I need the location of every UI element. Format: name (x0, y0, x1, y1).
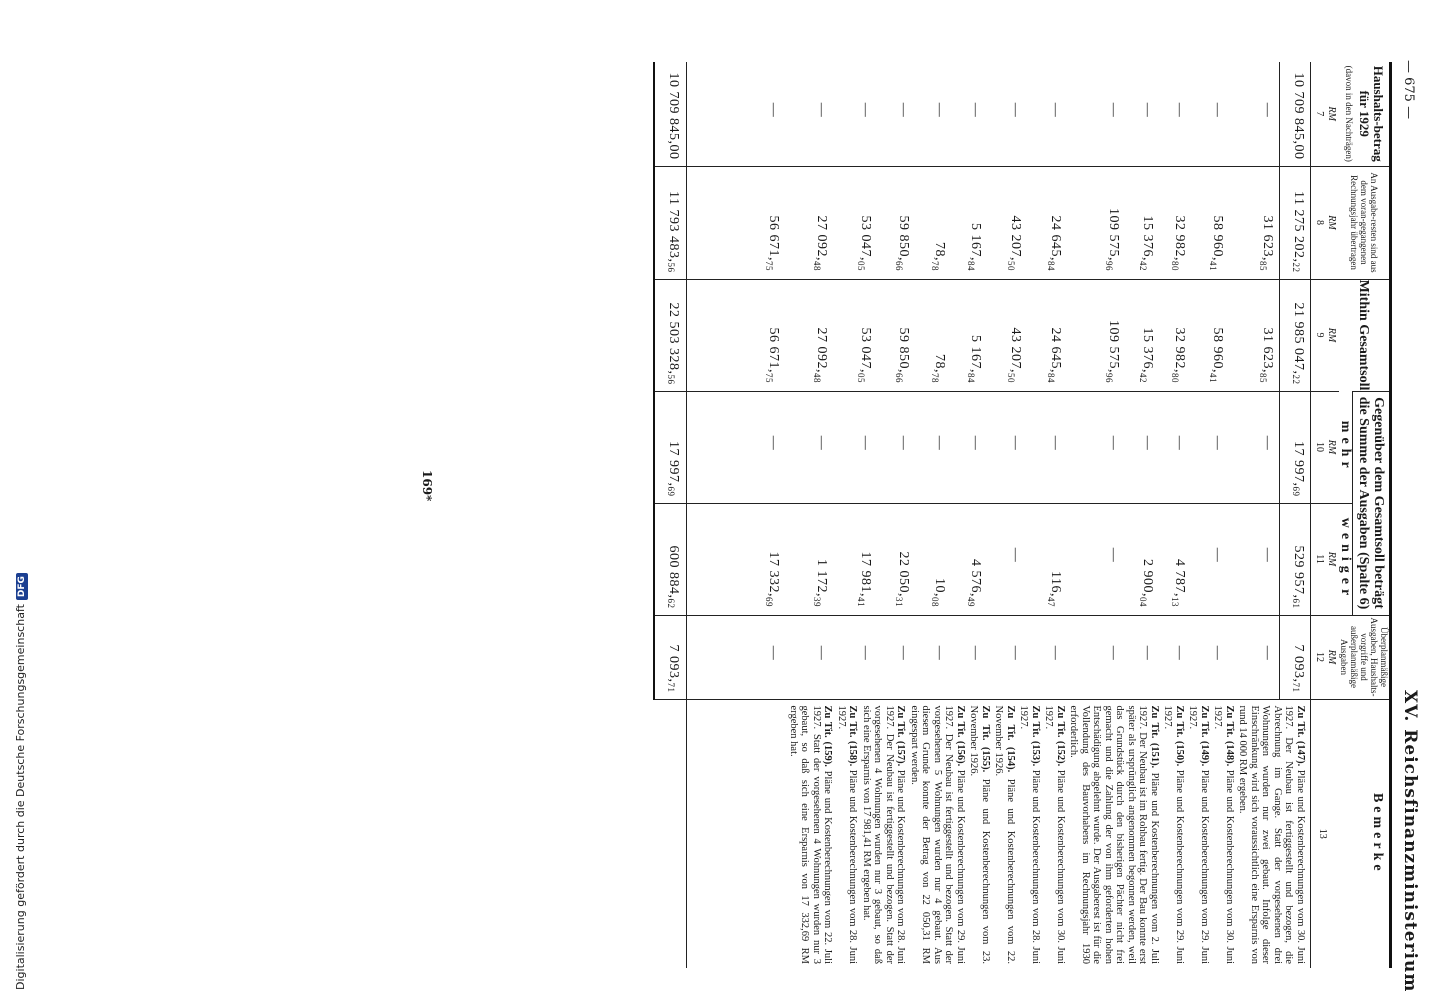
row-9-c12: — (932, 645, 947, 661)
total-c11: 600 $884,_{62}$ (654, 503, 687, 615)
col12-index: 12 (1311, 615, 1327, 699)
row-5-c10: — (1106, 435, 1121, 451)
row-2-c12: — (1210, 645, 1225, 661)
row-10-c12: — (896, 645, 911, 661)
remark-entry (1237, 706, 1306, 965)
total-c10: 17 $997,_{69}$ (654, 391, 687, 503)
row-10-c7: — (896, 102, 911, 118)
cell-c11: 529 $957,_{61}$ (1280, 503, 1311, 615)
remark-text: Pläne und Kostenberechnungen vom 30. Juni 1927. (1043, 705, 1066, 965)
col7-index: 7 (1311, 62, 1327, 166)
row-8-c11: 4 $576,_{49}$ (966, 559, 983, 607)
cell-c10: 17 $997,_{69}$ (1280, 391, 1311, 503)
col12-currency: RM (1326, 615, 1339, 699)
row-5-c9: 109 $575,_{96}$ (1104, 320, 1121, 383)
col11-header: weniger (1339, 503, 1353, 615)
row-3-c9: 32 $982,_{80}$ (1170, 327, 1187, 383)
col13-header: Bemerke 13 (1311, 699, 1391, 968)
row-11-c12: — (858, 645, 873, 661)
col9-header: Mithin Gesamtsoll (1339, 279, 1391, 391)
remark-entry (1018, 706, 1041, 965)
row-12-c11: 1 $172,_{39}$ (812, 559, 829, 607)
remark-entry (1043, 706, 1066, 965)
col11-currency: RM (1326, 503, 1339, 615)
row-7-c7: — (1008, 102, 1023, 118)
remarks-list (788, 706, 1307, 965)
row-13-c11: 17 $332,_{69}$ (764, 551, 781, 607)
row-1-c11: — (1260, 547, 1275, 563)
col10-index: 10 (1311, 391, 1327, 503)
row-1-c9: 31 $623,_{85}$ (1258, 327, 1275, 383)
remark-text: Pläne und Kostenberechnungen vom 29. Juni 1927. (1187, 705, 1210, 965)
row-9-c9: $78,_{78}$ (930, 354, 947, 383)
row-7-c10: — (1008, 435, 1023, 451)
row-2-c9: 58 $960,_{41}$ (1208, 327, 1225, 383)
row-3-c8: 32 $982,_{80}$ (1170, 215, 1187, 271)
remark-text: Pläne und Kostenberechnungen vom 22. November 1926. (993, 705, 1016, 965)
row-12-c8: 27 $092,_{48}$ (812, 215, 829, 271)
digitization-note: Digitalisierung gefördert durch die Deutsche ForschungsgemeinschaftDFG (14, 573, 28, 990)
row-9-c7: — (932, 102, 947, 118)
row-6-c11: $116,_{47}$ (1046, 571, 1063, 607)
remark-title: Zu Tit. (158). (847, 705, 859, 767)
remark-text: Pläne und Kostenberechnungen vom 30. Juni 1927. Der Neubau ist fertiggestellt und bezogen, die Abrechnung im Gange. Statt der vorgesehenen drei Wohnungen wurden nur zwei gebaut. Infolge dieser Einschränkung wird sich voraussichtlich eine Ersparnis von rund 14 000 RM ergeben. (1237, 705, 1306, 965)
remark-entry (836, 706, 859, 965)
col9-index: 9 (1311, 279, 1327, 391)
row-9-c8: $78,_{78}$ (930, 242, 947, 271)
row-6-c10: — (1048, 435, 1063, 451)
col8-header: An Ausgabe-resten sind aus dem voran-gegangenen Rechnungsjahr übertragen (1339, 166, 1391, 279)
row-9-c11: $10,_{08}$ (930, 578, 947, 607)
remark-title: Zu Tit. (157). (895, 705, 907, 767)
row-8-c7: — (968, 102, 983, 118)
row-7-c8: 43 $207,_{50}$ (1006, 215, 1023, 271)
row-10-c10: — (896, 435, 911, 451)
total-c9: 22 503 $328,_{56}$ (654, 279, 687, 391)
row-7-c11: — (1008, 547, 1023, 563)
remark-entry (861, 706, 907, 965)
row-13-c10: — (766, 435, 781, 451)
row-8-c9: 5 $167,_{84}$ (966, 335, 983, 383)
remark-text: Pläne und Kostenberechnungen vom 29. Juni 1927. (1162, 705, 1185, 965)
row-5-c7: — (1106, 102, 1121, 118)
table-row-total (654, 62, 687, 968)
row-10-c11: 22 $050,_{31}$ (894, 551, 911, 607)
row-8-c8: 5 $167,_{84}$ (966, 223, 983, 271)
row-3-c12: — (1172, 645, 1187, 661)
row-2-c10: — (1210, 435, 1225, 451)
row-12-c9: 27 $092,_{48}$ (812, 327, 829, 383)
cell-c8: 11 275 $202,_{22}$ (1280, 166, 1311, 279)
remark-text: Pläne und Kostenberechnungen vom 23. November 1926. (968, 705, 991, 965)
col8-index: 8 (1311, 166, 1327, 279)
total-c12: 7 $093,_{71}$ (654, 615, 687, 699)
row-10-c8: 59 $850,_{66}$ (894, 215, 911, 271)
cell-c7: 10 709 845,00 (1280, 62, 1311, 166)
row-11-c9: 53 $047,_{05}$ (856, 327, 873, 383)
row-12-c12: — (814, 645, 829, 661)
budget-table (653, 62, 1392, 968)
row-6-c8: 24 $645,_{84}$ (1046, 215, 1063, 271)
remark-title: Zu Tit. (149). (1199, 705, 1210, 767)
row-3-c7: — (1172, 102, 1187, 118)
col8-currency: RM (1326, 166, 1339, 279)
cell-c9: 21 985 $047,_{22}$ (1280, 279, 1311, 391)
remark-text: Pläne und Kostenberechnungen vom 28. Juni 1927. (836, 705, 859, 965)
row-13-c7: — (766, 102, 781, 118)
row-4-c9: 15 $376,_{42}$ (1138, 327, 1155, 383)
remark-title: Zu Tit. (155). (980, 705, 991, 773)
row-6-c9: 24 $645,_{84}$ (1046, 327, 1063, 383)
column-rule (687, 699, 1279, 700)
row-9-c10: — (932, 435, 947, 451)
remark-entry (909, 706, 967, 965)
row-11-c11: 17 $981,_{41}$ (856, 551, 873, 607)
remark-entry (1187, 706, 1210, 965)
remark-text: Pläne und Kostenberechnungen vom 29. Juni 1927. Der Neubau ist fertiggestellt und bezogen. Statt der vorgesehenen 5 Wohnungen wurden nur 4 gebaut. Aus diesem Grunde konnte der Betrag von 22 050,31 RM eingespart werden. (909, 705, 966, 965)
remark-title: Zu Tit. (151). (1149, 705, 1160, 769)
body-rows (687, 62, 1279, 699)
remark-entry (968, 706, 991, 965)
row-4-c12: — (1140, 645, 1155, 661)
row-1-c12: — (1260, 645, 1275, 661)
total-c8: 11 793 $483,_{56}$ (654, 166, 687, 279)
row-4-c11: 2 $900,_{04}$ (1138, 559, 1155, 607)
row-5-c8: 109 $575,_{96}$ (1104, 208, 1121, 271)
row-7-c12: — (1008, 645, 1023, 661)
row-4-c8: 15 $376,_{42}$ (1138, 215, 1155, 271)
remark-title: Zu Tit. (152). (1055, 705, 1066, 767)
row-7-c9: 43 $207,_{50}$ (1006, 327, 1023, 383)
row-2-c7: — (1210, 102, 1225, 118)
group-header: Gegenüber dem Gesamtsoll beträgt die Summe der Ausgaben (Spalte 6) (1353, 391, 1391, 615)
row-10-c9: 59 $850,_{66}$ (894, 327, 911, 383)
remark-entry (1162, 706, 1185, 965)
dfg-logo: DFG (16, 573, 28, 600)
row-6-c12: — (1048, 645, 1063, 661)
ministry-title: XV. Reichsfinanzministerium (1400, 690, 1420, 993)
row-5-c11: — (1106, 547, 1121, 563)
col7-currency: RM (1326, 106, 1337, 121)
row-13-c12: — (766, 645, 781, 661)
col12-header: Überplanmäßige Ausgaben, Haushalts-vorgriffe und außerplanmäßige Ausgaben (1339, 615, 1391, 699)
remark-title: Zu Tit. (153). (1030, 705, 1041, 767)
page-footer: 169* (420, 470, 434, 502)
row-8-c12: — (968, 645, 983, 661)
row-13-c9: 56 $671,_{75}$ (764, 327, 781, 383)
row-11-c8: 53 $047,_{05}$ (856, 215, 873, 271)
remark-entry (993, 706, 1016, 965)
cell-c12: 7 $093,_{71}$ (1280, 615, 1311, 699)
col11-index: 11 (1311, 503, 1327, 615)
row-1-c7: — (1260, 102, 1275, 118)
row-5-c12: — (1106, 645, 1121, 661)
remark-title: Zu Tit. (159). (822, 705, 834, 767)
row-12-c10: — (814, 435, 829, 451)
remark-text: Pläne und Kostenberechnungen vom 28. Juni 1927. (1018, 705, 1041, 965)
row-12-c7: — (814, 102, 829, 118)
row-3-c10: — (1172, 435, 1187, 451)
row-11-c7: — (858, 102, 873, 118)
remark-title: Zu Tit. (156). (955, 705, 966, 767)
col10-header: mehr (1339, 391, 1353, 503)
row-6-c7: — (1048, 102, 1063, 118)
remark-text: Pläne und Kostenberechnungen vom 22. Juli 1927. Statt der vorgesehenen 4 Wohnungen wurden nur 3 gebaut, so daß sich eine Ersparnis von 17 332,69 RM ergeben hat. (788, 705, 834, 965)
remark-title: Zu Tit. (147). (1295, 705, 1306, 767)
col9-currency: RM (1326, 279, 1339, 391)
row-2-c8: 58 $960,_{41}$ (1208, 215, 1225, 271)
row-11-c10: — (858, 435, 873, 451)
remark-title: Zu Tit. (148). (1224, 705, 1235, 767)
remark-text: Pläne und Kostenberechnungen vom 28. Juni 1927. Der Neubau ist fertiggestellt und bezogen. Statt der vorgesehenen 4 Wohnungen wurden nur 3 gebaut, so daß sich eine Ersparnis von 17 981,41 RM ergeben hat. (861, 705, 907, 965)
remarks-column (687, 699, 1311, 968)
remark-entry (788, 706, 834, 965)
remark-entry (1068, 706, 1160, 965)
page-header-center: — 675 — (1401, 60, 1416, 120)
row-8-c10: — (968, 435, 983, 451)
total-c7: 10 709 845,00 (654, 62, 687, 166)
col7-header: Haushalts-betrag für 1929 (davon in den Nachträgen) (1339, 62, 1391, 166)
remark-text: Pläne und Kostenberechnungen vom 30. Juni 1927. (1212, 705, 1235, 965)
remark-entry (1212, 706, 1235, 965)
row-4-c7: — (1140, 102, 1155, 118)
row-3-c11: 4 $787,_{13}$ (1170, 559, 1187, 607)
remark-title: Zu Tit. (150). (1174, 705, 1185, 767)
col10-currency: RM (1326, 391, 1339, 503)
remark-text: Pläne und Kostenberechnungen vom 2. Juli 1927. Der Neubau ist im Rohbau fertig. Der Bau konnte erst später als ursprünglich angenommen begonnen werden, weil das Grundstück durch den bisherigen Pächter nicht frei gemacht und die Zahlung der von ihm geforderten hohen Entschädigung abgelehnt wurde. Der Ausgaberest ist für die Vollendung des Bauvorhabens im Rechnungsjahr 1930 erforderlich. (1068, 705, 1160, 965)
row-2-c11: — (1210, 547, 1225, 563)
row-4-c10: — (1140, 435, 1155, 451)
row-1-c10: — (1260, 435, 1275, 451)
row-13-c8: 56 $671,_{75}$ (764, 215, 781, 271)
row-1-c8: 31 $623,_{85}$ (1258, 215, 1275, 271)
remark-title: Zu Tit. (154). (1005, 705, 1016, 773)
table-row-brought-forward (1280, 62, 1311, 968)
